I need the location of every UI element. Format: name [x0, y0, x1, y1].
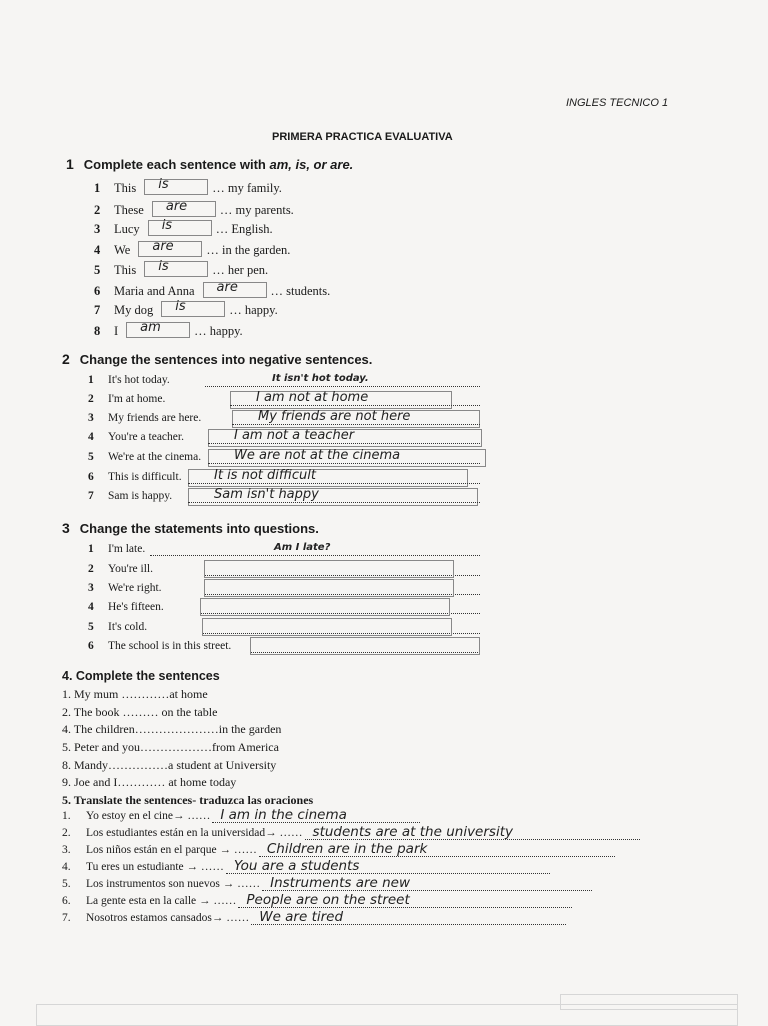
handwritten-answer: is	[161, 218, 173, 233]
item-text: My friends are here.	[108, 412, 202, 424]
item-text: It's hot today.	[108, 374, 170, 386]
item-text: … happy.	[229, 303, 278, 317]
exercise-3-item	[88, 640, 231, 652]
exercise-4-item: 5. Peter and you………………from America	[62, 740, 279, 754]
answer-box[interactable]	[148, 220, 212, 236]
item-text: Lucy	[114, 222, 140, 236]
answer-box[interactable]	[204, 560, 454, 578]
exercise-3-item	[88, 582, 162, 594]
answer-line	[188, 483, 480, 484]
exercise-3-item	[88, 543, 145, 555]
item-text: These	[114, 203, 144, 217]
item-number: 4	[94, 243, 101, 257]
handwritten-answer: Children are in the park	[266, 841, 428, 857]
handwritten-answer: am	[140, 320, 161, 335]
exercise-3-item	[88, 601, 164, 613]
item-text: This	[114, 181, 137, 195]
item-number: 3	[94, 222, 101, 236]
item-text: I'm at home.	[108, 393, 166, 405]
item-text: I'm late.	[108, 543, 146, 555]
exercise-3-item	[88, 563, 153, 575]
item-text: He's fifteen.	[108, 601, 164, 613]
item-number: 5.	[62, 878, 71, 890]
faint-table-ghost-header	[560, 994, 738, 1010]
handwritten-answer: It isn't hot today.	[272, 373, 369, 384]
item-number: 4	[88, 431, 94, 443]
handwritten-answer: are	[216, 280, 238, 295]
answer-line	[188, 502, 480, 503]
handwritten-answer: students are at the university	[312, 824, 513, 840]
item-text: This	[114, 263, 137, 277]
course-label: INGLES TECNICO 1	[566, 97, 669, 109]
item-number: 7	[88, 490, 94, 502]
exercise-2-item	[88, 374, 170, 386]
answer-box[interactable]	[161, 301, 225, 317]
item-text: … her pen.	[212, 263, 269, 277]
exercise-1-item	[94, 303, 153, 318]
item-number: 5	[88, 621, 94, 633]
exercise-1-item	[94, 203, 144, 218]
page-title: PRIMERA PRACTICA EVALUATIVA	[272, 131, 453, 143]
item-number: 3.	[62, 844, 71, 856]
handwritten-answer: is	[158, 177, 169, 192]
exercise-2-item	[88, 393, 165, 405]
exercise-4-item: 9. Joe and I………… at home today	[62, 775, 237, 789]
answer-box[interactable]	[144, 179, 208, 195]
item-number: 4.	[62, 861, 71, 873]
item-number: 6	[94, 284, 101, 298]
section-1-heading: 1 Complete each sentence with am, is, or are.	[66, 156, 354, 172]
item-number: 6	[88, 471, 94, 483]
handwritten-answer: is	[175, 299, 186, 314]
item-number: 2.	[62, 827, 71, 839]
exercise-1-item	[94, 284, 195, 299]
item-number: 5	[88, 451, 94, 463]
item-number: 7	[94, 303, 101, 317]
item-text: This is difficult.	[108, 471, 182, 483]
handwritten-answer: We are tired	[259, 909, 344, 925]
answer-line[interactable]	[150, 555, 480, 556]
item-text: Maria and Anna	[114, 284, 195, 298]
item-text: Los instrumentos son nuevos → ……	[86, 878, 261, 890]
item-number: 2	[94, 203, 101, 217]
exercise-4-item: 2. The book ……… on the table	[62, 705, 218, 719]
item-text: Los niños están en el parque → ……	[86, 844, 257, 856]
handwritten-answer: We are not at the cinema	[234, 448, 401, 463]
exercise-1-item	[94, 324, 118, 339]
item-text: My dog	[114, 303, 154, 317]
item-number: 6	[88, 640, 94, 652]
handwritten-answer: I am not at home	[256, 390, 369, 405]
section-5-heading: 5. Translate the sentences- traduzca las oraciones	[62, 793, 314, 807]
item-text: Tu eres un estudiante → ……	[86, 861, 224, 873]
section-4-heading: 4. Complete the sentences	[62, 669, 220, 683]
exercise-1-item	[94, 243, 130, 258]
item-number: 1	[88, 543, 94, 555]
answer-line	[208, 463, 480, 464]
item-number: 2	[88, 393, 94, 405]
handwritten-answer: You are a students	[233, 858, 360, 874]
answer-line	[230, 405, 480, 406]
item-text: Sam is happy.	[108, 490, 173, 502]
exercise-4-item: 1. My mum …………at home	[62, 687, 208, 701]
item-text: Yo estoy en el cine→ ……	[86, 810, 211, 822]
item-text: We	[114, 243, 131, 257]
exercise-4-item: 4. The children…………………in the garden	[62, 722, 282, 736]
answer-line	[208, 443, 480, 444]
exercise-2-item	[88, 412, 201, 424]
answer-box[interactable]	[250, 637, 480, 655]
item-number: 8	[94, 324, 101, 338]
item-text: … my parents.	[219, 203, 294, 217]
item-text: You're a teacher.	[108, 431, 184, 443]
handwritten-answer: are	[152, 239, 174, 254]
item-text: Nosotros estamos cansados→ ……	[86, 912, 250, 924]
handwritten-answer: My friends are not here	[258, 409, 411, 424]
exercise-2-item	[88, 431, 184, 443]
item-text: I	[114, 324, 119, 338]
handwritten-answer: It is not difficult	[214, 468, 316, 483]
item-number: 3	[88, 412, 94, 424]
answer-box[interactable]	[204, 579, 454, 597]
exercise-2-item	[88, 490, 172, 502]
item-text: … students.	[270, 284, 331, 298]
answer-box[interactable]	[144, 261, 208, 277]
item-text: La gente esta en la calle → ……	[86, 895, 237, 907]
handwritten-answer: are	[165, 199, 188, 214]
section-3-heading: 3 Change the statements into questions.	[62, 520, 319, 536]
item-text: … English.	[215, 222, 273, 236]
exercise-2-item	[88, 451, 201, 463]
item-number: 4	[88, 601, 94, 613]
exercise-1-item	[94, 181, 136, 196]
handwritten-answer: Am I late?	[274, 542, 331, 553]
handwritten-answer: Sam isn't happy	[214, 487, 319, 502]
handwritten-answer: I am not a teacher	[234, 428, 355, 443]
item-text: Los estudiantes están en la universidad→ ……	[86, 827, 303, 839]
item-text: … my family.	[212, 181, 282, 195]
handwritten-answer: People are on the street	[246, 892, 410, 908]
item-number: 6.	[62, 895, 71, 907]
item-text: … happy.	[194, 324, 243, 338]
item-number: 5	[94, 263, 101, 277]
answer-box[interactable]	[200, 598, 450, 616]
item-text: It's cold.	[108, 621, 148, 633]
item-text: We're at the cinema.	[108, 451, 202, 463]
item-text: We're right.	[108, 582, 162, 594]
item-number: 7.	[62, 912, 71, 924]
exercise-2-item	[88, 471, 182, 483]
exercise-3-item	[88, 621, 147, 633]
answer-box[interactable]	[202, 618, 452, 636]
handwritten-answer: I am in the cinema	[220, 807, 347, 823]
answer-line[interactable]	[205, 386, 480, 387]
item-number: 2	[88, 563, 94, 575]
exercise-4-item: 8. Mandy……………a student at University	[62, 758, 277, 772]
section-2-heading: 2 Change the sentences into negative sentences.	[62, 351, 373, 367]
item-number: 3	[88, 582, 94, 594]
item-number: 1	[94, 181, 101, 195]
answer-line	[232, 424, 480, 425]
handwritten-answer: Instruments are new	[270, 875, 411, 891]
item-number: 1	[88, 374, 94, 386]
item-text: You're ill.	[108, 563, 153, 575]
item-number: 1.	[62, 810, 71, 822]
exercise-1-item	[94, 222, 140, 237]
exercise-1-item	[94, 263, 136, 278]
item-text: The school is in this street.	[108, 640, 232, 652]
item-text: … in the garden.	[206, 243, 291, 257]
handwritten-answer: is	[158, 259, 169, 274]
